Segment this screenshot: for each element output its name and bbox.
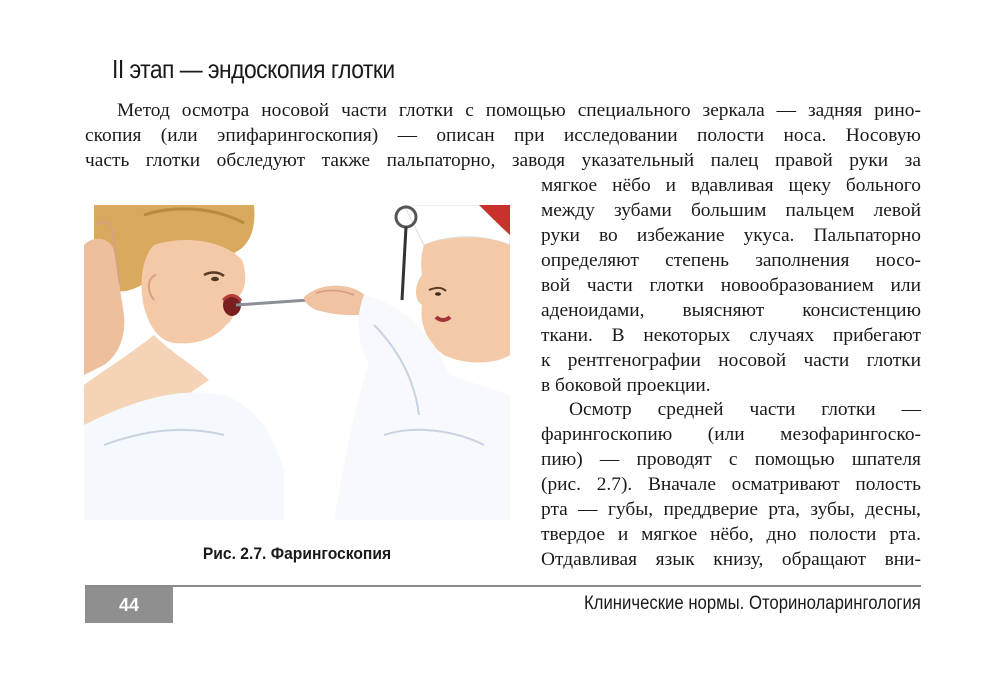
patient-figure [84, 205, 284, 520]
text-line: между зубами большим пальцем левой [541, 200, 921, 221]
footer-divider [85, 585, 921, 587]
text-line: вой части глотки новообразованием или [541, 275, 921, 296]
text-line: рта — губы, преддверие рта, зубы, десны, [541, 499, 921, 520]
pharyngoscopy-illustration [84, 205, 510, 520]
text-line: к рентгенографии носовой части глотки [541, 350, 921, 371]
text-line: твердое и мягкое нёбо, дно полости рта. [541, 524, 921, 545]
text-line: определяют степень заполнения носо- [541, 250, 921, 271]
text-line: Метод осмотра носовой части глотки с помощью специального зеркала — задняя рино- [117, 100, 921, 121]
text-line: пию) — проводят с помощью шпателя [541, 449, 921, 470]
text-line: мягкое нёбо и вдавливая щеку больного [541, 175, 921, 196]
text-line: скопия (или эпифарингоскопия) — описан при исследовании полости носа. Носовую [85, 125, 921, 146]
text-line: часть глотки обследуют также пальпаторно, заводя указательный палец правой руки за [85, 150, 921, 171]
text-line: в боковой проекции. [541, 375, 711, 396]
text-line: руки во избежание укуса. Пальпаторно [541, 225, 921, 246]
running-title: Клинические нормы. Оториноларингология [584, 593, 921, 614]
doctor-figure [304, 205, 510, 520]
text-line: ткани. В некоторых случаях прибегают [541, 325, 921, 346]
text-line: Отдавливая язык книзу, обращают вни- [541, 549, 921, 570]
text-line: Осмотр средней части глотки — [569, 399, 921, 420]
page-number: 44 [85, 587, 173, 623]
section-heading: II этап — эндоскопия глотки [112, 54, 395, 84]
text-line: фарингоскопию (или мезофарингоско- [541, 424, 921, 445]
text-line: (рис. 2.7). Вначале осматривают полость [541, 474, 921, 495]
figure-caption: Рис. 2.7. Фарингоскопия [202, 544, 392, 563]
text-line: аденоидами, выясняют консистенцию [541, 300, 921, 321]
